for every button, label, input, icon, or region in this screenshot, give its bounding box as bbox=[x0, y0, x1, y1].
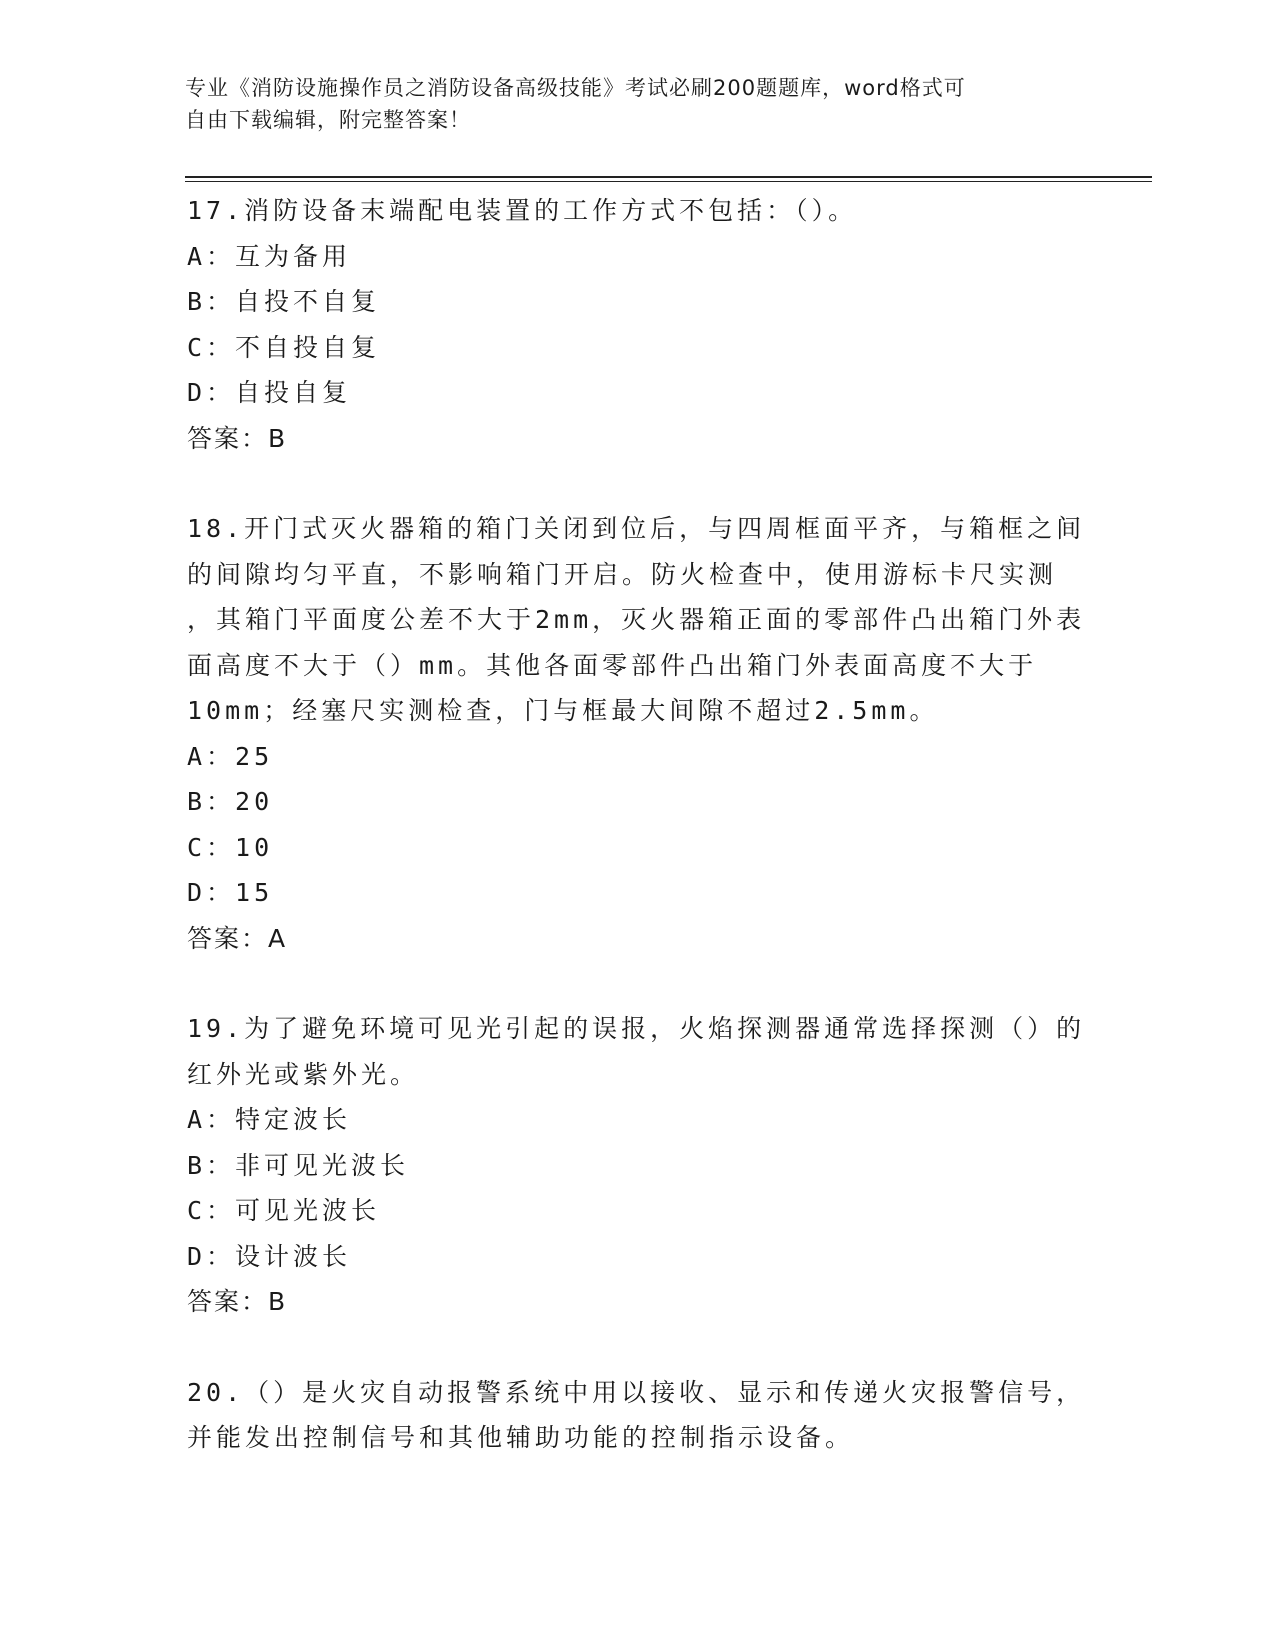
question-text: 17.消防设备末端配电装置的工作方式不包括：（）。 bbox=[187, 196, 858, 225]
option-d: D：设计波长 bbox=[187, 1241, 352, 1271]
option-d: D：自投自复 bbox=[187, 378, 352, 407]
question-19 bbox=[187, 1006, 1087, 1325]
option-d: D：15 bbox=[187, 878, 274, 907]
question-text: 的间隙均匀平直，不影响箱门开启。防火检查中，使用游标卡尺实测 bbox=[187, 559, 1058, 589]
option-a: A：特定波长 bbox=[187, 1105, 352, 1134]
question-text: 18.开门式灭火器箱的箱门关闭到位后，与四周框面平齐，与箱框之间 bbox=[187, 514, 1086, 543]
question-text: 红外光或紫外光。 bbox=[187, 1059, 420, 1089]
question-18 bbox=[187, 506, 1087, 961]
option-c: C：不自投自复 bbox=[187, 332, 381, 362]
answer: 答案：B bbox=[187, 423, 288, 453]
option-b: B：20 bbox=[187, 787, 274, 816]
question-17 bbox=[187, 188, 1087, 461]
question-text: 20.（）是火灾自动报警系统中用以接收、显示和传递火灾报警信号， bbox=[187, 1377, 1086, 1407]
header-line: 自由下载编辑，附完整答案！ bbox=[185, 108, 471, 132]
question-20 bbox=[187, 1370, 1087, 1461]
header-line: 专业《消防设施操作员之消防设备高级技能》考试必刷200题题库，word格式可 bbox=[185, 76, 966, 100]
option-b: B：非可见光波长 bbox=[187, 1150, 410, 1180]
question-list bbox=[187, 188, 1087, 1461]
header-divider bbox=[185, 176, 1152, 178]
option-b: B：自投不自复 bbox=[187, 287, 381, 316]
answer: 答案：A bbox=[187, 923, 288, 953]
option-a: A：25 bbox=[187, 741, 274, 771]
question-text: 并能发出控制信号和其他辅助功能的控制指示设备。 bbox=[187, 1423, 855, 1452]
document-header bbox=[185, 72, 1085, 136]
option-c: C：可见光波长 bbox=[187, 1196, 381, 1225]
header-divider bbox=[185, 181, 1152, 182]
option-c: C：10 bbox=[187, 832, 274, 862]
question-text: 面高度不大于（）mm。其他各面零部件凸出箱门外表面高度不大于 bbox=[187, 650, 1038, 680]
question-text: 10mm；经塞尺实测检查，门与框最大间隙不超过2.5mm。 bbox=[187, 696, 939, 725]
option-a: A：互为备用 bbox=[187, 241, 352, 271]
question-text: 19.为了避免环境可见光引起的误报，火焰探测器通常选择探测（）的 bbox=[187, 1014, 1086, 1043]
answer: 答案：B bbox=[187, 1287, 288, 1316]
question-text: ，其箱门平面度公差不大于2mm，灭火器箱正面的零部件凸出箱门外表 bbox=[187, 605, 1086, 634]
